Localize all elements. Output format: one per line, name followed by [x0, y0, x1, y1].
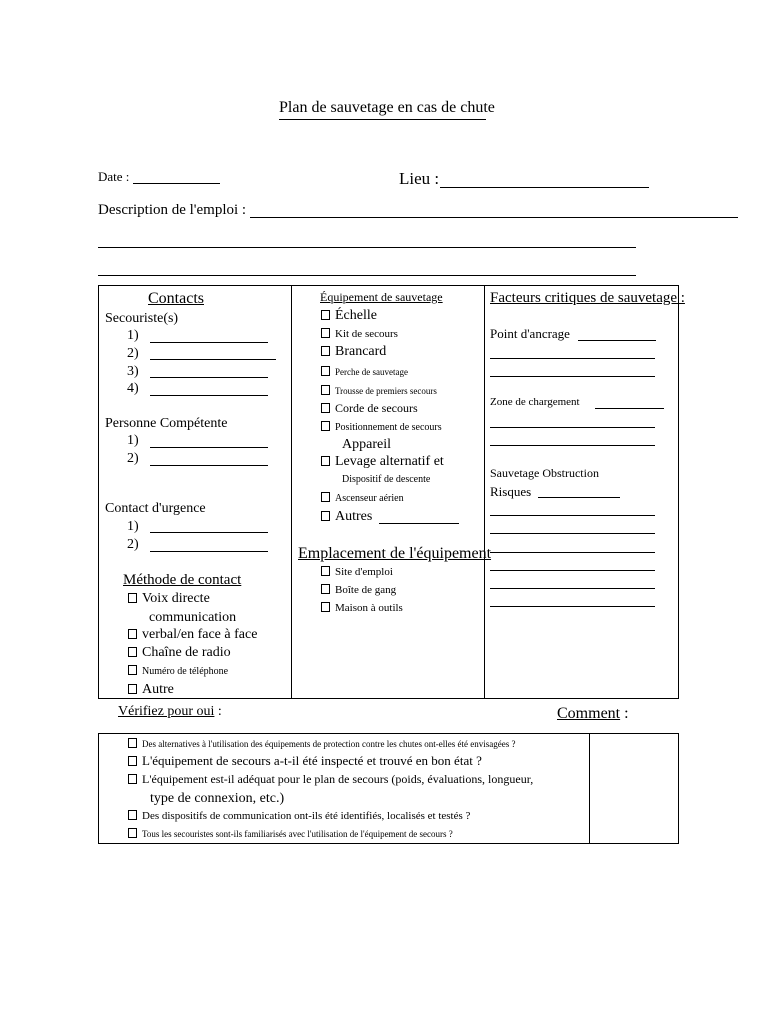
question-3[interactable]: L'équipement est-il adéquat pour le plan de secours (poids, évaluations, longueur,: [128, 772, 533, 787]
equip-item-corde[interactable]: Corde de secours: [321, 401, 418, 416]
secouriste-field-4[interactable]: [150, 395, 268, 396]
checkbox-icon[interactable]: [321, 492, 330, 502]
checkbox-icon[interactable]: [128, 684, 137, 694]
secouriste-field-3[interactable]: [150, 377, 268, 378]
checkbox-icon[interactable]: [321, 328, 330, 338]
chargement-field-3[interactable]: [490, 445, 655, 446]
equip-item-brancard[interactable]: Brancard: [321, 344, 386, 360]
description-field-line-3[interactable]: [98, 275, 636, 276]
facteurs-heading: Facteurs critiques de sauvetage :: [490, 290, 685, 306]
checkbox-icon[interactable]: [128, 647, 137, 657]
equipement-heading: Équipement de sauvetage: [320, 290, 443, 304]
checkbox-icon[interactable]: [321, 511, 330, 521]
methode-item-voix-directe[interactable]: Voix directe: [128, 591, 210, 607]
equip-item-trousse[interactable]: Trousse de premiers secours: [321, 385, 437, 396]
secouriste-number-2: 2): [127, 346, 139, 361]
equip-item-perche[interactable]: Perche de sauvetage: [321, 366, 408, 377]
checkbox-icon[interactable]: [321, 366, 330, 376]
secouriste-number-4: 4): [127, 381, 139, 396]
obstruction-label: Sauvetage Obstruction: [490, 466, 599, 480]
checkbox-icon[interactable]: [128, 629, 137, 639]
equip-item-appareil: Appareil: [342, 437, 391, 452]
checkbox-icon[interactable]: [128, 810, 137, 820]
date-label: Date :: [98, 169, 130, 184]
emplacement-item-site[interactable]: Site d'emploi: [321, 566, 393, 578]
urgence-field-1[interactable]: [150, 532, 268, 533]
equip-item-positionnement[interactable]: Positionnement de secours: [321, 421, 442, 433]
checkbox-icon[interactable]: [321, 456, 330, 466]
emplacement-heading: Emplacement de l'équipement: [298, 545, 492, 562]
checkbox-icon[interactable]: [128, 665, 137, 675]
equip-item-levage[interactable]: Levage alternatif et: [321, 454, 444, 470]
question-2[interactable]: L'équipement de secours a-t-il été inspecté et trouvé en bon état ?: [128, 753, 482, 769]
verify-comment-divider: [589, 733, 590, 844]
comment-label: Comment :: [557, 705, 629, 722]
column-divider-2: [484, 285, 485, 699]
secouriste-number-3: 3): [127, 364, 139, 379]
equip-item-kit-secours[interactable]: Kit de secours: [321, 328, 398, 340]
risques-field-1[interactable]: [538, 497, 620, 498]
question-4[interactable]: Des dispositifs de communication ont-ils été identifiés, localisés et testés ?: [128, 810, 470, 822]
checkbox-icon[interactable]: [321, 310, 330, 320]
secouristes-label: Secouriste(s): [105, 311, 179, 326]
checkbox-icon[interactable]: [128, 593, 137, 603]
secouriste-number-1: 1): [127, 328, 139, 343]
lieu-field[interactable]: [440, 187, 649, 188]
risques-field-7[interactable]: [490, 606, 655, 607]
risques-field-2[interactable]: [490, 515, 655, 516]
description-field-line-1[interactable]: [250, 217, 738, 218]
risques-label: Risques: [490, 484, 532, 499]
checkbox-icon[interactable]: [321, 385, 330, 395]
checkbox-icon[interactable]: [321, 346, 330, 356]
methode-item-verbal[interactable]: verbal/en face à face: [128, 627, 257, 643]
urgence-number-2: 2): [127, 537, 139, 552]
methode-item-communication: communication: [149, 610, 237, 625]
methode-item-telephone[interactable]: Numéro de téléphone: [128, 665, 228, 677]
question-3-continuation: type de connexion, etc.): [150, 791, 285, 806]
description-field-line-2[interactable]: [98, 247, 636, 248]
emplacement-item-maison[interactable]: Maison à outils: [321, 602, 403, 614]
checkbox-icon[interactable]: [128, 738, 137, 748]
checkbox-icon[interactable]: [128, 828, 137, 838]
title-underline: [279, 119, 486, 120]
column-divider-1: [291, 285, 292, 699]
chargement-label: Zone de chargement: [490, 396, 580, 408]
contacts-heading: Contacts: [148, 290, 204, 307]
chargement-field-2[interactable]: [490, 427, 655, 428]
chargement-field-1[interactable]: [595, 408, 664, 409]
verify-label: Vérifiez pour oui :: [118, 704, 222, 719]
secouriste-field-2[interactable]: [150, 359, 276, 360]
equip-item-autres[interactable]: Autres: [321, 509, 372, 525]
risques-field-5[interactable]: [490, 570, 655, 571]
personne-field-1[interactable]: [150, 447, 268, 448]
urgence-field-2[interactable]: [150, 551, 268, 552]
secouriste-field-1[interactable]: [150, 342, 268, 343]
contact-urgence-label: Contact d'urgence: [105, 501, 206, 516]
ancrage-field-3[interactable]: [490, 376, 655, 377]
checkbox-icon[interactable]: [321, 566, 330, 576]
risques-field-3[interactable]: [490, 533, 655, 534]
urgence-number-1: 1): [127, 519, 139, 534]
equip-autres-field[interactable]: [379, 523, 459, 524]
equip-item-echelle[interactable]: Échelle: [321, 308, 377, 324]
checkbox-icon[interactable]: [321, 403, 330, 413]
checkbox-icon[interactable]: [321, 602, 330, 612]
risques-field-6[interactable]: [490, 588, 655, 589]
personne-field-2[interactable]: [150, 465, 268, 466]
checkbox-icon[interactable]: [128, 756, 137, 766]
risques-field-4[interactable]: [490, 552, 655, 553]
question-1[interactable]: Des alternatives à l'utilisation des équipements de protection contre les chutes ont-elles été envisagées ?: [128, 738, 516, 749]
equip-item-dispositif-descente: Dispositif de descente: [342, 474, 431, 485]
methode-item-autre[interactable]: Autre: [128, 682, 174, 698]
ancrage-label: Point d'ancrage: [490, 326, 570, 341]
ancrage-field-1[interactable]: [578, 340, 656, 341]
personne-number-1: 1): [127, 433, 139, 448]
equip-item-ascenseur[interactable]: Ascenseur aérien: [321, 492, 404, 504]
ancrage-field-2[interactable]: [490, 358, 655, 359]
emplacement-item-boite[interactable]: Boîte de gang: [321, 584, 396, 596]
personne-competente-label: Personne Compétente: [105, 416, 228, 431]
page-title: Plan de sauvetage en cas de chute: [279, 99, 495, 116]
date-field[interactable]: [133, 183, 220, 184]
lieu-label: Lieu :: [399, 169, 440, 188]
question-5[interactable]: Tous les secouristes sont-ils familiarisés avec l'utilisation de l'équipement de secours ?: [128, 828, 453, 839]
checkbox-icon[interactable]: [128, 774, 137, 784]
personne-number-2: 2): [127, 451, 139, 466]
methode-contact-heading: Méthode de contact: [123, 572, 242, 588]
checkbox-icon[interactable]: [321, 584, 330, 594]
checkbox-icon[interactable]: [321, 421, 330, 431]
description-label: Description de l'emploi :: [98, 202, 247, 218]
methode-item-radio[interactable]: Chaîne de radio: [128, 645, 231, 661]
